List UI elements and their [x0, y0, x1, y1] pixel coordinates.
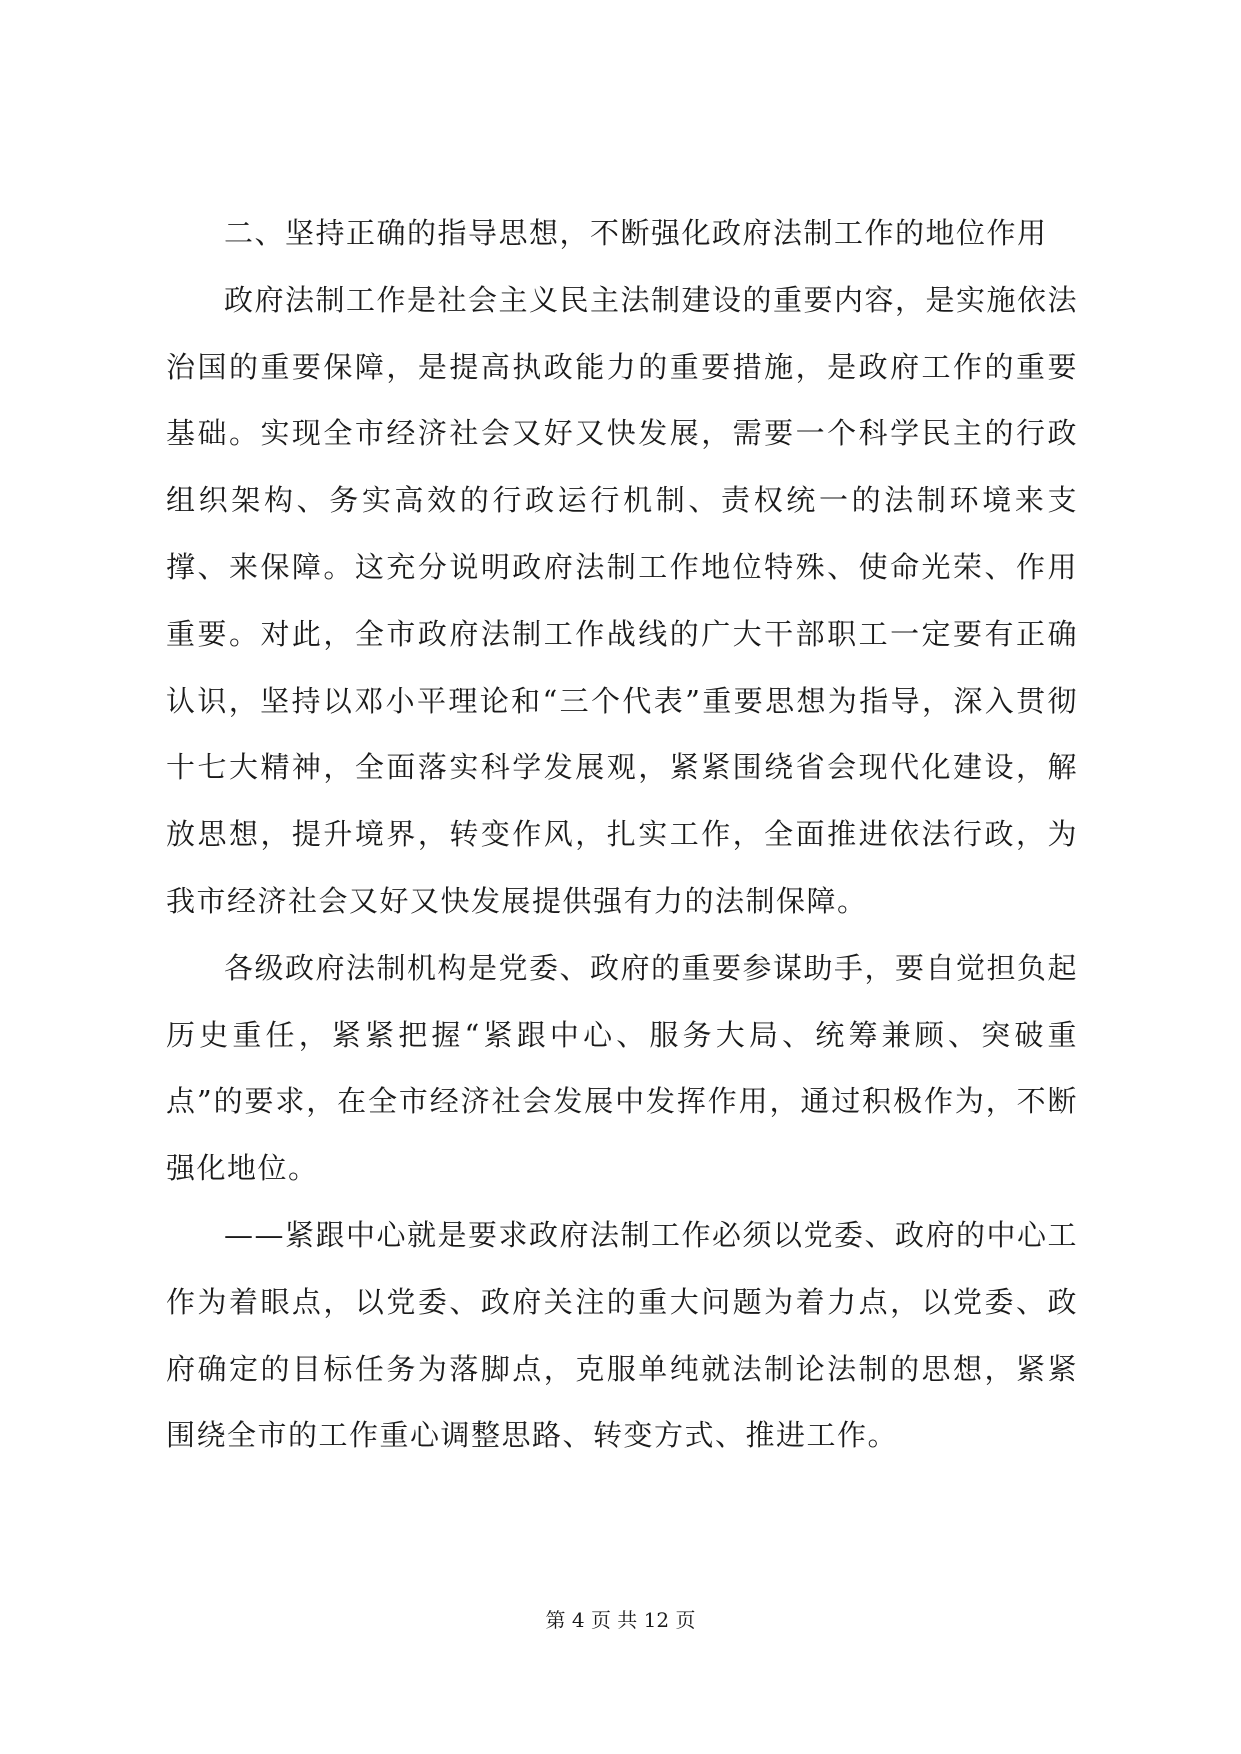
paragraph: ——紧跟中心就是要求政府法制工作必须以党委、政府的中心工作为着眼点，以党委、政府关注的重大问题为着力点，以党委、政府确定的目标任务为落脚点，克服单纯就法制论法制的思想，紧紧围绕全市的工作重心调整思路、转变方式、推进工作。 [166, 1217, 1079, 1453]
section-heading: 二、坚持正确的指导思想，不断强化政府法制工作的地位作用 [224, 216, 1048, 250]
paragraph: 各级政府法制机构是党委、政府的重要参谋助手，要自觉担负起历史重任，紧紧把握“紧跟中心、服务大局、统筹兼顾、突破重点”的要求，在全市经济社会发展中发挥作用，通过积极作为，不断强化地位。 [166, 950, 1079, 1186]
paragraph: 政府法制工作是社会主义民主法制建设的重要内容，是实施依法治国的重要保障，是提高执政能力的重要措施，是政府工作的重要基础。实现全市经济社会又好又快发展，需要一个科学民主的行政组织架构、务实高效的行政运行机制、责权统一的法制环境来支撑、来保障。这充分说明政府法制工作地位特殊、使命光荣、作用重要。对此，全市政府法制工作战线的广大干部职工一定要有正确认识，坚持以邓小平理论和“三个代表”重要思想为指导，深入贯彻十七大精神，全面落实科学发展观，紧紧围绕省会现代化建设，解放思想，提升境界，转变作风，扎实工作，全面推进依法行政，为我市经济社会又好又快发展提供强有力的法制保障。 [166, 282, 1079, 918]
page-number-footer: 第 4 页 共 12 页 [545, 1608, 696, 1632]
document-body [166, 200, 1078, 1469]
